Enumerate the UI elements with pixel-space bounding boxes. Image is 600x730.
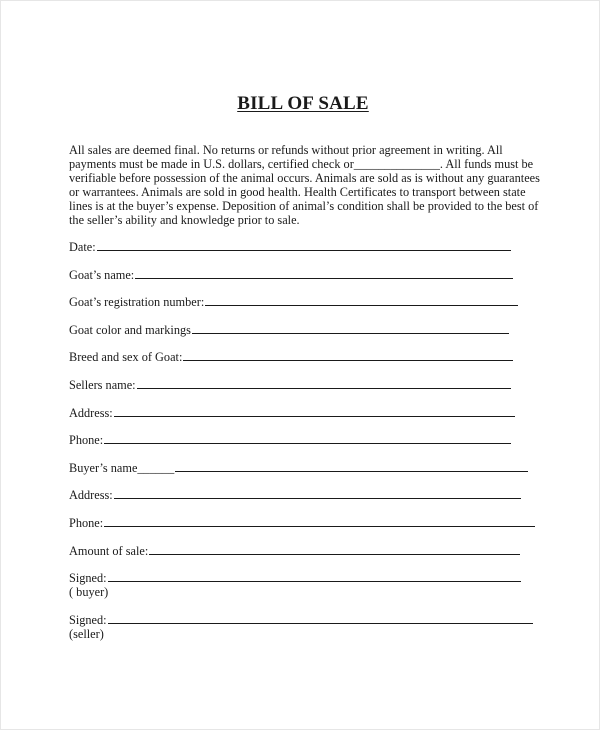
terms-paragraph bbox=[69, 143, 539, 227]
terms-line: payments must be made in U.S. dollars, certified check or______________. All funds must be bbox=[69, 157, 534, 171]
goat-name-field bbox=[69, 268, 513, 282]
seller-name-label: Sellers name: bbox=[69, 378, 136, 392]
amount-of-sale-blank[interactable] bbox=[149, 553, 520, 555]
seller-phone-field bbox=[69, 433, 511, 447]
amount-of-sale-label: Amount of sale: bbox=[69, 544, 149, 558]
buyer-name-label: Buyer’s name______ bbox=[69, 461, 175, 475]
terms-line: the seller’s ability and knowledge prior to sale. bbox=[69, 213, 300, 227]
registration-number-label: Goat’s registration number: bbox=[69, 295, 205, 309]
seller-address-label: Address: bbox=[69, 406, 113, 420]
breed-sex-label: Breed and sex of Goat: bbox=[69, 350, 183, 364]
seller-name-field bbox=[69, 378, 511, 392]
buyer-name-field bbox=[69, 461, 528, 475]
breed-sex-field bbox=[69, 350, 513, 364]
buyer-phone-field bbox=[69, 516, 535, 530]
buyer-signature-field bbox=[69, 571, 521, 585]
goat-name-blank[interactable] bbox=[135, 277, 513, 279]
seller-signature-blank[interactable] bbox=[108, 622, 533, 624]
seller-address-field bbox=[69, 406, 515, 420]
seller-phone-blank[interactable] bbox=[104, 442, 511, 444]
seller-name-blank[interactable] bbox=[137, 387, 511, 389]
registration-number-field bbox=[69, 295, 518, 309]
goat-color-label: Goat color and markings bbox=[69, 323, 191, 337]
terms-line: or warrantees. Animals are sold in good health. Health Certificates to transport between state bbox=[69, 185, 526, 199]
document-title: BILL OF SALE bbox=[237, 93, 369, 114]
goat-color-blank[interactable] bbox=[192, 332, 509, 334]
buyer-phone-blank[interactable] bbox=[104, 525, 535, 527]
terms-line: All sales are deemed final. No returns or refunds without prior agreement in writing. All bbox=[69, 143, 503, 157]
goat-name-label: Goat’s name: bbox=[69, 268, 135, 282]
seller-address-blank[interactable] bbox=[114, 415, 515, 417]
seller-signature-label: Signed: bbox=[69, 613, 107, 627]
terms-line: lines is at the buyer’s expense. Deposition of animal’s condition shall be provided to the best of bbox=[69, 199, 539, 213]
date-field bbox=[69, 240, 511, 254]
buyer-address-field bbox=[69, 488, 521, 502]
seller-signature-field bbox=[69, 613, 533, 627]
buyer-signature-label: Signed: bbox=[69, 571, 107, 585]
amount-of-sale-field bbox=[69, 544, 520, 558]
goat-color-field bbox=[69, 323, 509, 337]
buyer-name-blank[interactable] bbox=[175, 470, 528, 472]
date-label: Date: bbox=[69, 240, 96, 254]
buyer-phone-label: Phone: bbox=[69, 516, 104, 530]
seller-role-label: (seller) bbox=[69, 627, 104, 641]
date-blank[interactable] bbox=[97, 249, 511, 251]
seller-phone-label: Phone: bbox=[69, 433, 104, 447]
buyer-address-blank[interactable] bbox=[114, 497, 521, 499]
buyer-address-label: Address: bbox=[69, 488, 113, 502]
buyer-role-label: ( buyer) bbox=[69, 585, 109, 599]
buyer-signature-blank[interactable] bbox=[108, 580, 521, 582]
terms-line: verifiable before possession of the animal occurs. Animals are sold as is without any guarantees bbox=[69, 171, 540, 185]
breed-sex-blank[interactable] bbox=[183, 359, 513, 361]
registration-number-blank[interactable] bbox=[205, 304, 518, 306]
